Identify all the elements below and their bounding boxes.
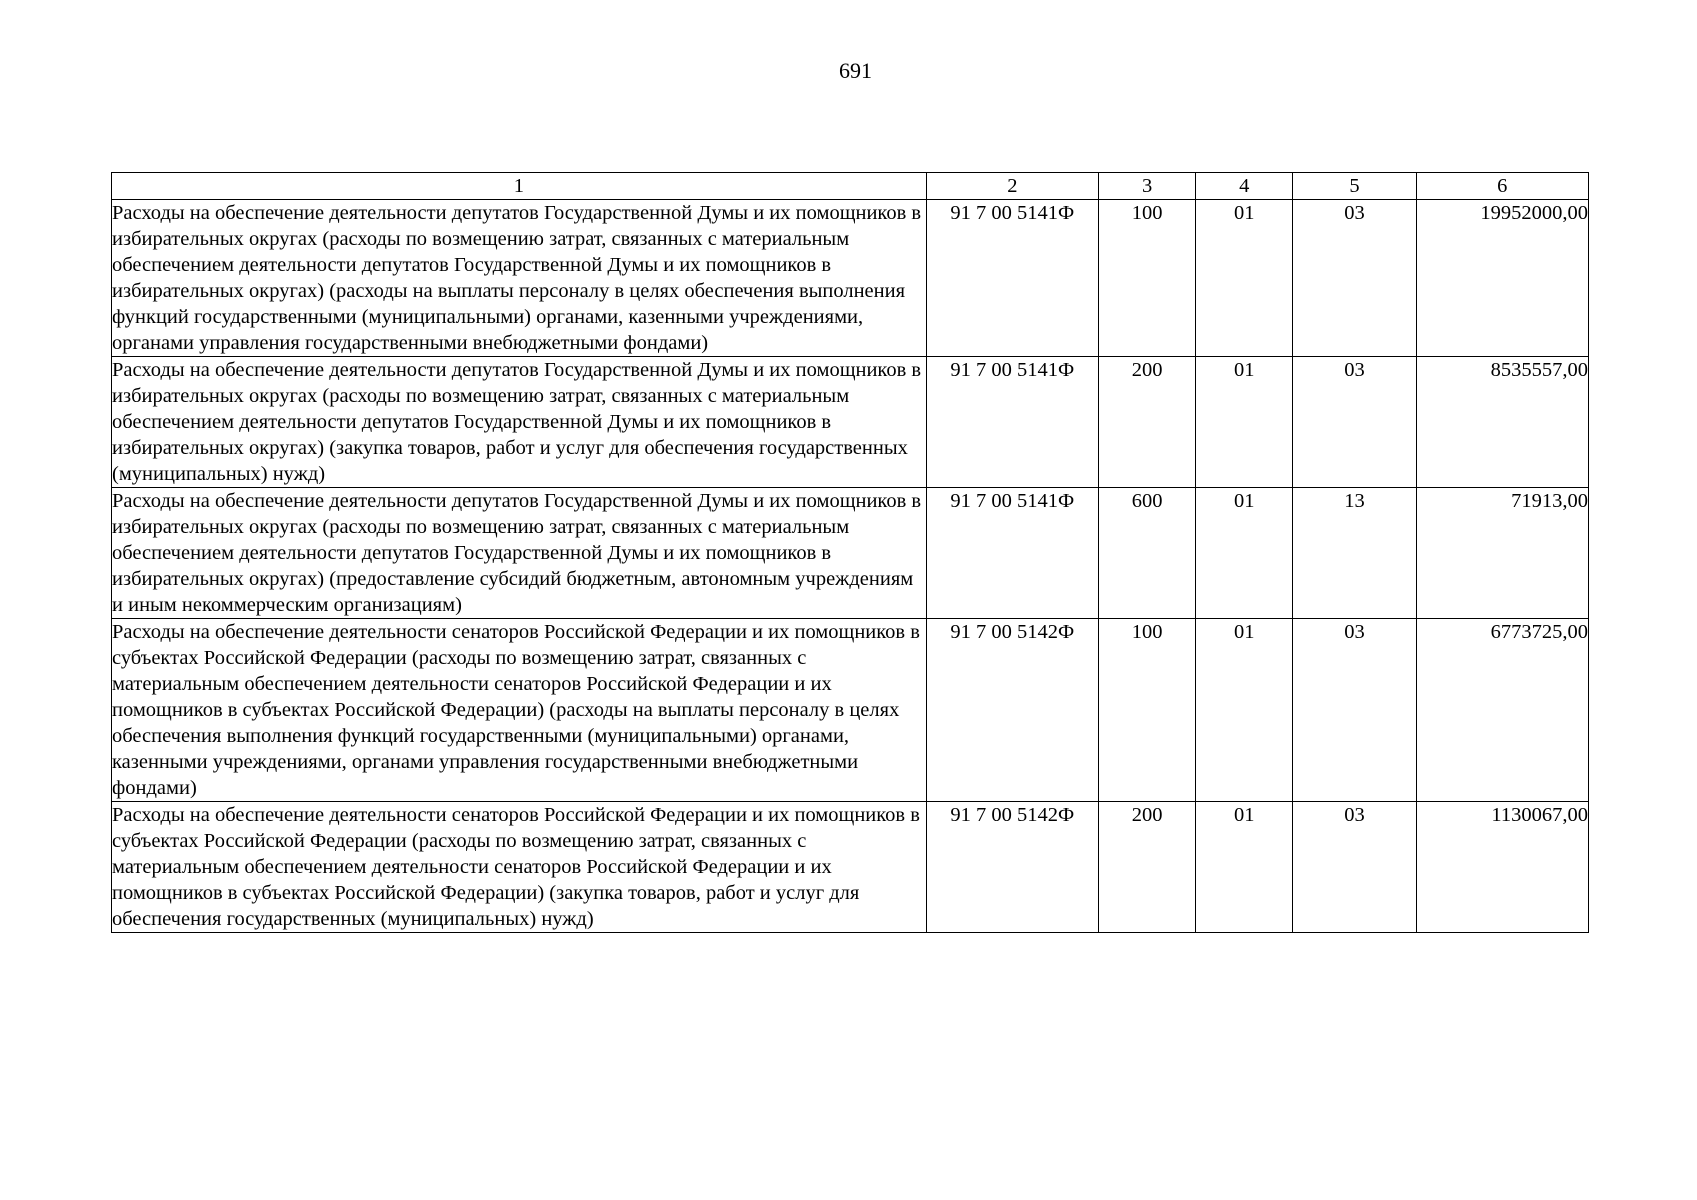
- table-header: [112, 173, 1589, 200]
- row-section: 01: [1196, 357, 1293, 488]
- row-target-code: 91 7 00 5142Ф: [926, 619, 1098, 802]
- row-amount: 19952000,00: [1416, 200, 1588, 357]
- row-description: Расходы на обеспечение деятельности сенаторов Российской Федерации и их помощников в субъектах Российской Федерации (расходы по возмещению затрат, связанных с материальным обеспечением деятельности сенаторов Российской Федерации и их помощников в субъектах Российской Федерации) (закупка товаров, работ и услуг для обеспечения государственных (муниципальных) нужд): [112, 802, 927, 933]
- row-target-code: 91 7 00 5141Ф: [926, 357, 1098, 488]
- row-description: Расходы на обеспечение деятельности депутатов Государственной Думы и их помощников в избирательных округах (расходы по возмещению затрат, связанных с материальным обеспечением деятельности депутатов Государственной Думы и их помощников в избирательных округах) (предоставление субсидий бюджетным, автономным учреждениям и иным некоммерческим организациям): [112, 488, 927, 619]
- table-row: [112, 357, 1589, 488]
- table-row: [112, 802, 1589, 933]
- row-target-code: 91 7 00 5142Ф: [926, 802, 1098, 933]
- budget-table: [111, 172, 1589, 933]
- row-amount: 71913,00: [1416, 488, 1588, 619]
- row-description: Расходы на обеспечение деятельности депутатов Государственной Думы и их помощников в избирательных округах (расходы по возмещению затрат, связанных с материальным обеспечением деятельности депутатов Государственной Думы и их помощников в избирательных округах) (расходы на выплаты персоналу в целях обеспечения выполнения функций государственными (муниципальными) органами, казенными учреждениями, органами управления государственными внебюджетными фондами): [112, 200, 927, 357]
- row-section: 01: [1196, 488, 1293, 619]
- row-subsection: 13: [1293, 488, 1416, 619]
- column-header-6: 6: [1416, 173, 1588, 200]
- row-section: 01: [1196, 802, 1293, 933]
- column-header-3: 3: [1098, 173, 1195, 200]
- column-header-1: 1: [112, 173, 927, 200]
- row-subsection: 03: [1293, 802, 1416, 933]
- table-row: [112, 619, 1589, 802]
- row-section: 01: [1196, 619, 1293, 802]
- table-row: [112, 200, 1589, 357]
- row-expense-type: 100: [1098, 619, 1195, 802]
- column-header-5: 5: [1293, 173, 1416, 200]
- row-section: 01: [1196, 200, 1293, 357]
- row-subsection: 03: [1293, 357, 1416, 488]
- row-expense-type: 600: [1098, 488, 1195, 619]
- row-target-code: 91 7 00 5141Ф: [926, 488, 1098, 619]
- header-row: [112, 173, 1589, 200]
- row-expense-type: 200: [1098, 802, 1195, 933]
- row-description: Расходы на обеспечение деятельности депутатов Государственной Думы и их помощников в избирательных округах (расходы по возмещению затрат, связанных с материальным обеспечением деятельности депутатов Государственной Думы и их помощников в избирательных округах) (закупка товаров, работ и услуг для обеспечения государственных (муниципальных) нужд): [112, 357, 927, 488]
- row-amount: 1130067,00: [1416, 802, 1588, 933]
- row-amount: 6773725,00: [1416, 619, 1588, 802]
- row-expense-type: 100: [1098, 200, 1195, 357]
- column-header-4: 4: [1196, 173, 1293, 200]
- row-subsection: 03: [1293, 619, 1416, 802]
- row-description: Расходы на обеспечение деятельности сенаторов Российской Федерации и их помощников в субъектах Российской Федерации (расходы по возмещению затрат, связанных с материальным обеспечением деятельности сенаторов Российской Федерации и их помощников в субъектах Российской Федерации) (расходы на выплаты персоналу в целях обеспечения выполнения функций государственными (муниципальными) органами, казенными учреждениями, органами управления государственными внебюджетными фондами): [112, 619, 927, 802]
- row-amount: 8535557,00: [1416, 357, 1588, 488]
- row-subsection: 03: [1293, 200, 1416, 357]
- page-number: 691: [839, 58, 872, 83]
- column-header-2: 2: [926, 173, 1098, 200]
- row-target-code: 91 7 00 5141Ф: [926, 200, 1098, 357]
- table-row: [112, 488, 1589, 619]
- table-body: [112, 200, 1589, 933]
- row-expense-type: 200: [1098, 357, 1195, 488]
